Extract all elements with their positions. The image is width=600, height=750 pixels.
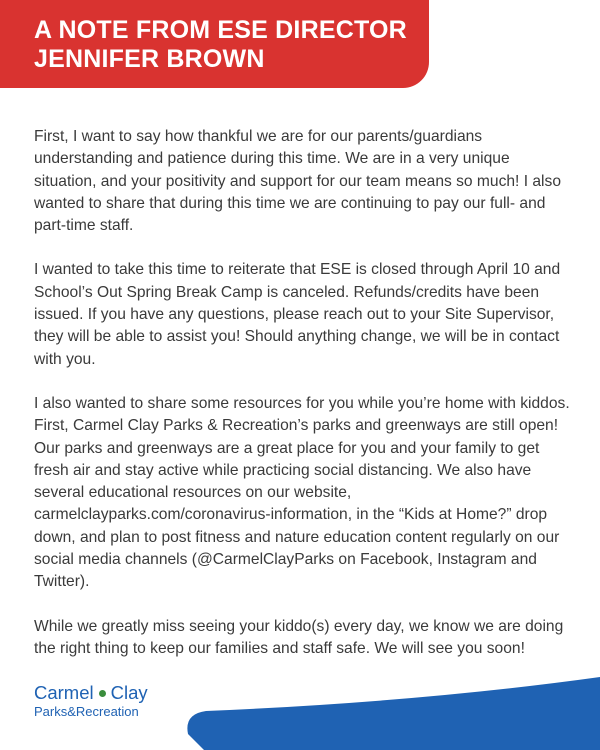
paragraph-2: I wanted to take this time to reiterate that ESE is closed through April 10 and School’s Out Spring Break Camp is canceled. Refunds/credits have been issued. If you have any questions, please reach out to your Site Supervisor, they will be able to assist you! Should anything change, we will be in contact with you. [34,261,561,368]
page-title-line-1: A NOTE FROM ESE DIRECTOR [34,16,407,44]
page-title-line-2: JENNIFER BROWN [34,45,265,73]
paragraph-3: I also wanted to share some resources for you while you’re home with kiddos. First, Carmel Clay Parks & Recreation’s parks and greenways are still open! Our parks and greenways are a great place for you and your family to get fresh air and stay active while practicing social distancing. We also have several educational resources on our website, carmelclayparks.com/coronavirus-information, in the “Kids at Home?” drop down, and plan to post fitness and nature education content regularly on our social media channels (@CarmelClayParks on Facebook, Instagram and Twitter). [34,394,570,591]
carmel-clay-parks-logo [34,683,184,723]
paragraph-1: First, I want to say how thankful we are for our parents/guardians understanding and patience during this time. We are in a very unique situation, and your positivity and support for our team means so much! I also wanted to share that during this time we are continuing to pay our full- and part-time staff. [34,128,561,235]
logo-word-carmel: Carmel [34,682,94,703]
logo-dot-icon [99,690,106,697]
paragraph-4: While we greatly miss seeing your kiddo(s) every day, we know we are doing the right thing to keep our families and staff safe. We will see you soon! [34,617,564,657]
logo-tagline: Parks&Recreation [34,704,139,719]
logo-wordmark [34,683,184,703]
logo-word-clay: Clay [110,682,148,703]
letter-body [34,126,574,682]
page-title [34,16,407,74]
